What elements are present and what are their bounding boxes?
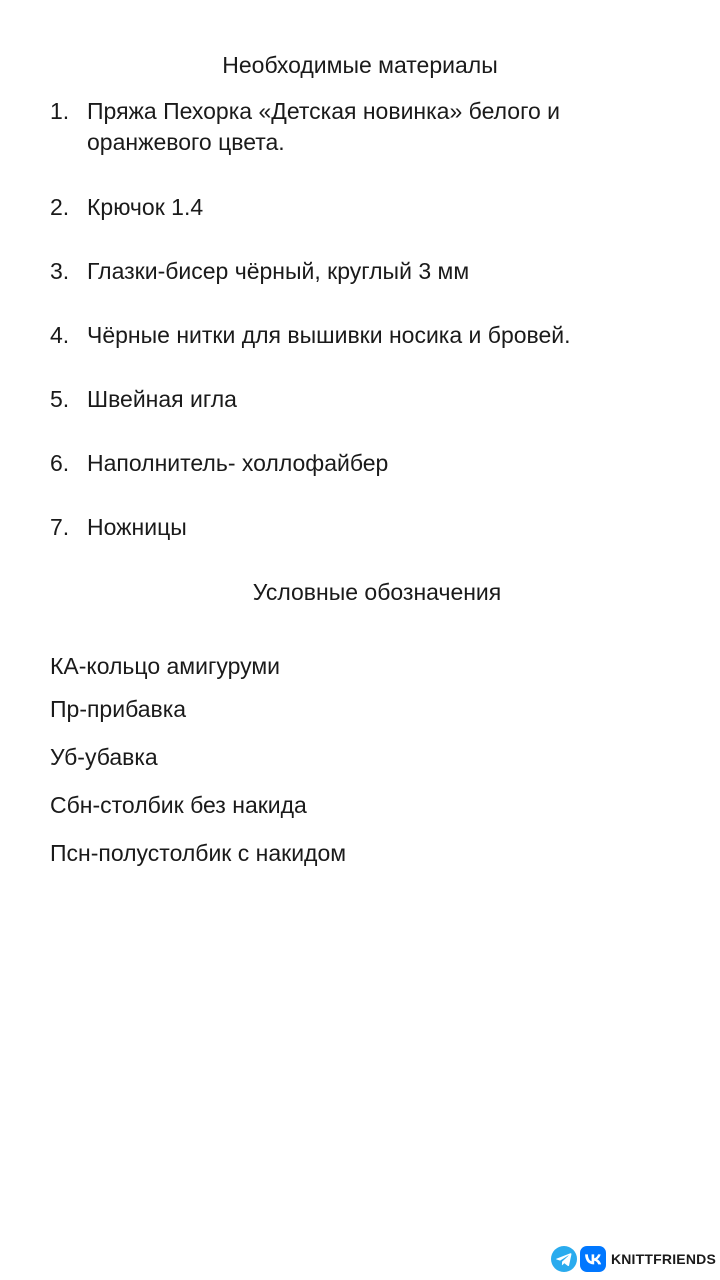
material-item xyxy=(50,96,670,158)
vk-icon xyxy=(580,1246,606,1272)
legend-item: Псн-полустолбик с накидом xyxy=(50,840,347,866)
material-text: Пряжа Пехорка «Детская новинка» белого и оранжевого цвета. xyxy=(87,98,560,155)
legend-item: Сбн-столбик без накида xyxy=(50,792,307,818)
material-item xyxy=(50,192,670,223)
legend-item: КА-кольцо амигуруми xyxy=(50,653,281,679)
material-number: 6. xyxy=(50,450,70,476)
material-text: Наполнитель- холлофайбер xyxy=(87,450,389,476)
material-text: Ножницы xyxy=(87,514,187,540)
material-text: Чёрные нитки для вышивки носика и бровей. xyxy=(87,322,571,348)
legend-item: Пр-прибавка xyxy=(50,696,187,722)
material-item xyxy=(50,320,670,351)
materials-title: Необходимые материалы xyxy=(222,52,498,78)
brand-name: KNITTFRIENDS xyxy=(610,1251,716,1267)
brand-watermark xyxy=(551,1244,716,1274)
material-item xyxy=(50,384,670,415)
material-text: Крючок 1.4 xyxy=(87,194,204,220)
material-item xyxy=(50,448,670,479)
telegram-icon xyxy=(551,1246,577,1272)
legend-title: Условные обозначения xyxy=(252,579,502,605)
material-number: 3. xyxy=(50,258,70,284)
material-item xyxy=(50,512,670,543)
material-item xyxy=(50,256,670,287)
legend-item: Уб-убавка xyxy=(50,744,158,770)
material-number: 7. xyxy=(50,514,70,540)
material-text: Глазки-бисер чёрный, круглый 3 мм xyxy=(87,258,470,284)
material-number: 4. xyxy=(50,322,70,348)
material-text: Швейная игла xyxy=(87,386,237,412)
material-number: 2. xyxy=(50,194,70,220)
material-number: 1. xyxy=(50,98,70,124)
material-number: 5. xyxy=(50,386,70,412)
